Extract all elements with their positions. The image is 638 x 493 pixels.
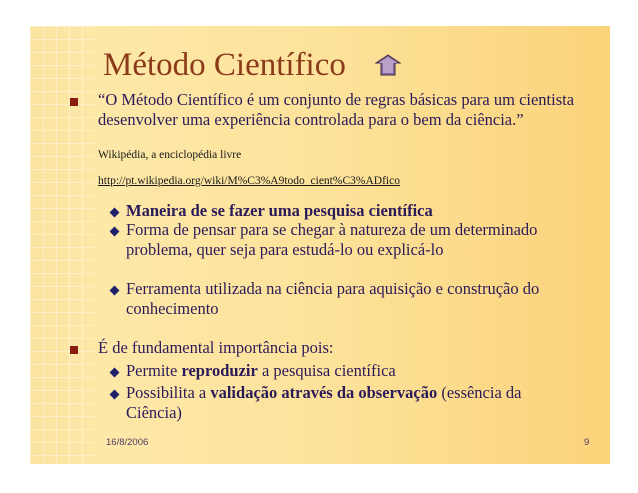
page-number: 9: [584, 437, 590, 448]
source-link[interactable]: http://pt.wikipedia.org/wiki/M%C3%A9todo_cient%C3%ADfico: [98, 175, 400, 187]
decorative-squares: [30, 26, 94, 464]
sub-item-reproduce: Permite reproduzir a pesquisa científica: [126, 361, 396, 380]
diamond-bullet: [110, 227, 120, 237]
sub-item-method-way: Maneira de se fazer uma pesquisa científica: [126, 201, 433, 220]
slide: [30, 26, 610, 464]
diamond-bullet: [110, 208, 120, 218]
diamond-bullet: [110, 368, 120, 378]
source-name: Wikipédia, a enciclopédia livre: [98, 149, 242, 161]
diamond-bullet: [110, 390, 120, 400]
diamond-bullet: [110, 286, 120, 296]
quote-text: “O Método Científico é um conjunto de regras básicas para um cientista desenvolver uma experiência controlada para o bem da ciência.”: [98, 90, 575, 129]
sub-item-validation: Possibilita a validação através da observação (essência da Ciência): [126, 383, 522, 422]
square-bullet: [70, 98, 78, 106]
sub-item-tool: Ferramenta utilizada na ciência para aquisição e construção do conhecimento: [126, 279, 540, 318]
importance-text: É de fundamental importância pois:: [98, 338, 334, 357]
home-arrow-icon[interactable]: [375, 54, 401, 76]
footer-date: 16/8/2006: [106, 437, 149, 448]
square-bullet: [70, 346, 78, 354]
slide-title: Método Científico: [103, 47, 346, 83]
sub-item-way-of-thinking: Forma de pensar para se chegar à natureza de um determinado problema, quer seja para estudá-lo ou explicá-lo: [126, 220, 538, 259]
